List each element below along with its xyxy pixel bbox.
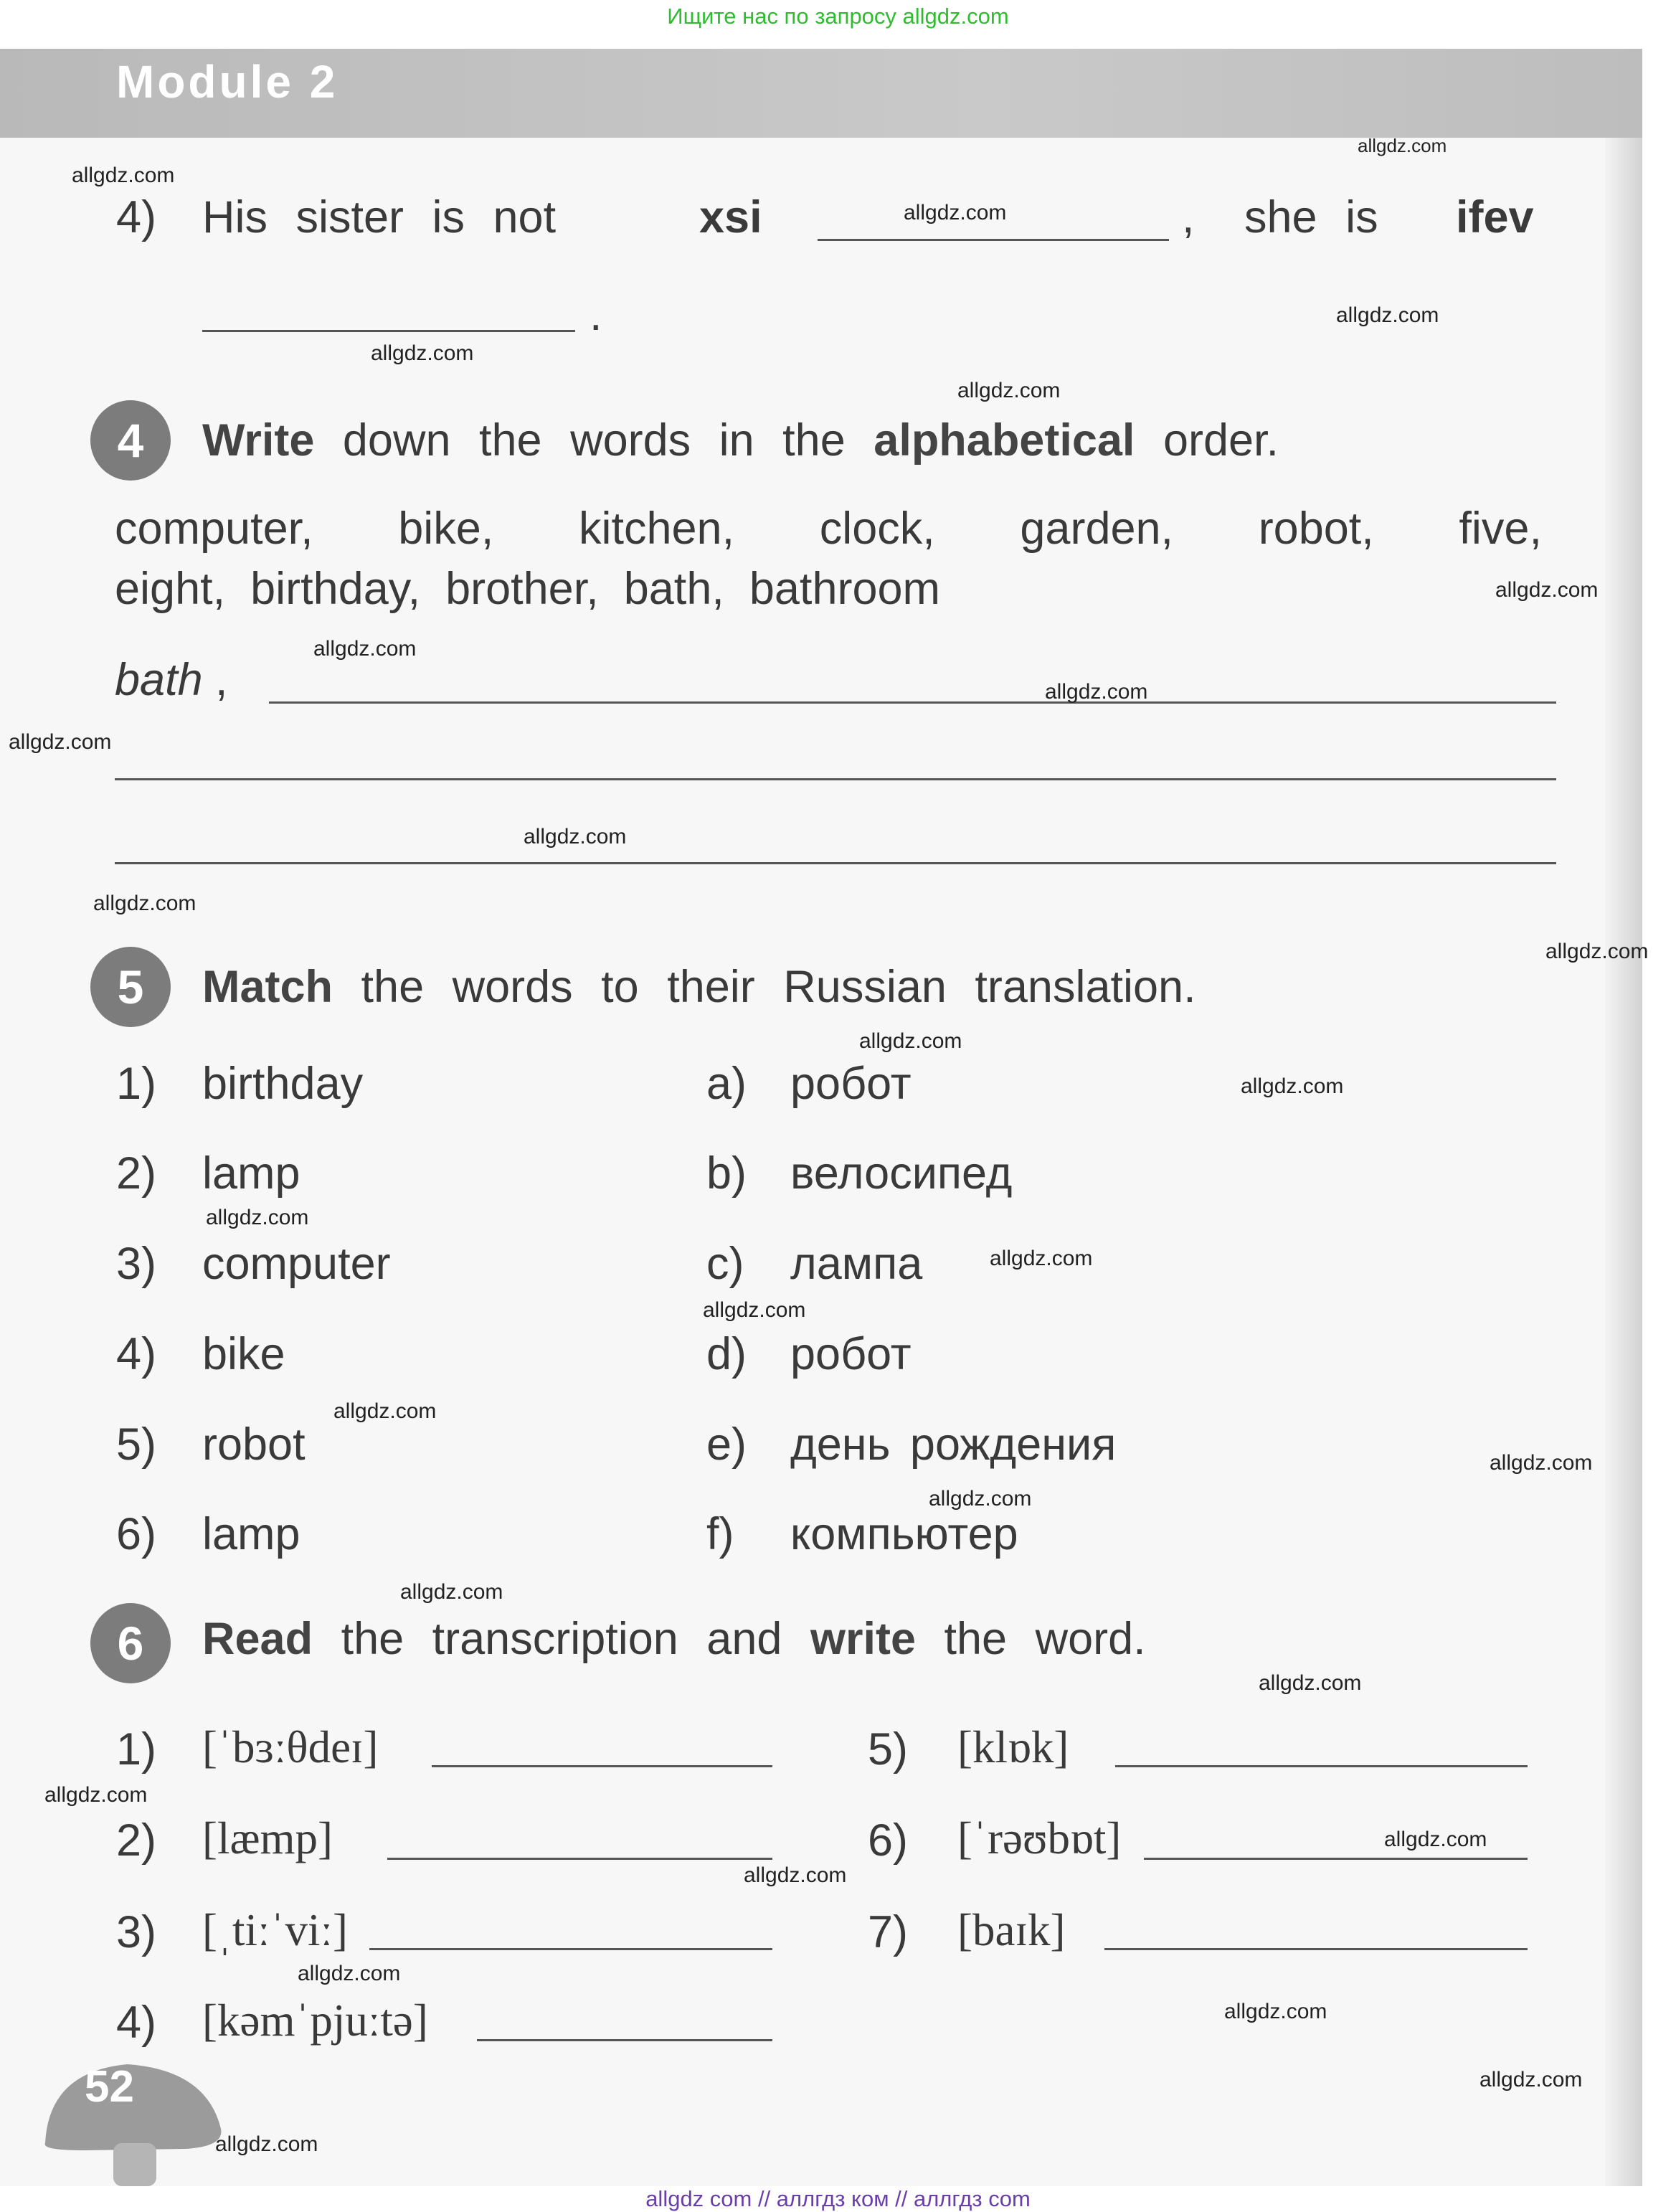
page-number: 52 — [85, 2062, 134, 2112]
watermark: allgdz.com — [1479, 2068, 1583, 2092]
ex4-answer-line-3[interactable] — [115, 862, 1556, 864]
watermark: allgdz.com — [744, 1863, 847, 1887]
page-number-mushroom-icon — [42, 2057, 235, 2186]
ex5-left-num: 2) — [116, 1148, 157, 1199]
watermark: allgdz.com — [1384, 1828, 1487, 1851]
ex5-right-word: робот — [790, 1329, 912, 1379]
heading-word-write: Write — [202, 415, 315, 465]
heading-mid: down the words in the — [342, 415, 846, 465]
ex6-answer-line[interactable] — [432, 1765, 772, 1767]
ex5-left-num: 4) — [116, 1329, 157, 1379]
watermark: allgdz.com — [333, 1399, 437, 1423]
ex6-right-num: 6) — [868, 1815, 909, 1866]
heading-rest: the words to their Russian translation. — [361, 962, 1196, 1012]
ex5-left-num: 3) — [116, 1239, 157, 1289]
heading-end: the word. — [944, 1614, 1146, 1664]
ex4-start-word: bath — [115, 655, 203, 705]
heading-end: order. — [1163, 415, 1279, 465]
ex5-right-word: лампа — [790, 1239, 923, 1289]
ex5-left-num: 5) — [116, 1419, 157, 1470]
ex5-left-word: birthday — [202, 1059, 364, 1109]
watermark: allgdz.com — [44, 1783, 148, 1807]
watermark: allgdz.com — [957, 379, 1061, 402]
ex5-left-word: bike — [202, 1329, 285, 1379]
watermark: allgdz.com — [1224, 2000, 1327, 2023]
exercise-5-heading — [202, 962, 1196, 1012]
ex6-left-num: 4) — [116, 1998, 157, 2048]
watermark: allgdz.com — [1495, 578, 1599, 602]
ex6-answer-line[interactable] — [477, 2039, 772, 2041]
ex5-right-word: велосипед — [790, 1148, 1013, 1199]
exercise-4-number: 4 — [90, 400, 171, 481]
watermark: allgdz.com — [524, 825, 627, 849]
heading-word-write: write — [810, 1614, 916, 1664]
watermark: allgdz.com — [298, 1962, 401, 1985]
ex3-scrambled-word-1: xsi — [699, 192, 762, 242]
ex5-left-word: robot — [202, 1419, 306, 1470]
ex6-right-num: 5) — [868, 1724, 909, 1774]
ex6-transcription: [ˈrəʊbɒt] — [957, 1813, 1122, 1863]
ex6-transcription: [ˌtiːˈviː] — [202, 1905, 348, 1955]
watermark: allgdz.com — [703, 1298, 806, 1322]
page-edge-shadow — [1605, 49, 1642, 2186]
ex5-right-word: робот — [790, 1059, 912, 1109]
module-title: Module 2 — [116, 56, 338, 108]
word: clock, — [819, 504, 935, 554]
ex5-left-word: lamp — [202, 1148, 300, 1199]
ex3-item4-text: His sister is not — [202, 192, 557, 242]
ex6-transcription: [ˈbɜːθdeɪ] — [202, 1722, 379, 1772]
watermark: allgdz.com — [1490, 1451, 1593, 1475]
ex6-left-num: 3) — [116, 1907, 157, 1957]
heading-word-read: Read — [202, 1614, 313, 1664]
ex5-right-word: компьютер — [790, 1509, 1018, 1559]
exercise-6-number: 6 — [90, 1603, 171, 1683]
ex6-answer-line[interactable] — [1144, 1858, 1528, 1860]
ex5-left-word: lamp — [202, 1509, 300, 1559]
ex6-transcription: [kəmˈpjuːtə] — [202, 1995, 428, 2046]
ex5-right-num: a) — [706, 1059, 747, 1109]
ex5-right-word: день рождения — [790, 1419, 1117, 1470]
watermark: allgdz.com — [313, 637, 417, 661]
watermark: allgdz.com — [1241, 1074, 1344, 1098]
ex5-right-num: f) — [706, 1509, 734, 1559]
ex4-answer-line-2[interactable] — [115, 778, 1556, 780]
watermark: allgdz.com — [371, 341, 474, 365]
ex4-word-list-line-1 — [115, 506, 1542, 552]
ex6-answer-line[interactable] — [1104, 1948, 1528, 1950]
ex6-answer-line[interactable] — [387, 1858, 772, 1860]
ex6-transcription: [klɒk] — [957, 1722, 1069, 1772]
heading-mid: the transcription and — [341, 1614, 782, 1664]
watermark: allgdz.com — [1545, 940, 1649, 963]
ex5-left-num: 1) — [116, 1059, 157, 1109]
watermark: allgdz.com — [93, 892, 197, 915]
ex5-left-word: computer — [202, 1239, 391, 1289]
exercise-6-heading — [202, 1614, 1146, 1664]
word: robot, — [1258, 504, 1374, 554]
ex3-answer-line-1[interactable] — [818, 239, 1169, 241]
watermark: allgdz.com — [1358, 135, 1447, 156]
ex4-start-comma: , — [215, 655, 228, 705]
ex6-left-num: 2) — [116, 1815, 157, 1866]
ex3-item4-text-2: she is — [1244, 192, 1378, 242]
top-banner[interactable]: Ищите нас по запросу allgdz.com — [667, 4, 1009, 29]
watermark: allgdz.com — [1336, 303, 1439, 327]
ex3-item4-number: 4) — [116, 192, 157, 242]
ex5-right-num: d) — [706, 1329, 747, 1379]
watermark: allgdz.com — [206, 1206, 309, 1229]
watermark: allgdz.com — [215, 2132, 318, 2156]
ex3-scrambled-word-2: ifev — [1456, 192, 1534, 242]
watermark: allgdz.com — [400, 1580, 503, 1604]
exercise-5-number: 5 — [90, 947, 171, 1027]
ex5-right-num: e) — [706, 1419, 747, 1470]
ex3-answer-line-2[interactable] — [202, 330, 575, 332]
word: garden, — [1020, 504, 1174, 554]
ex5-right-num: b) — [706, 1148, 747, 1199]
ex5-left-num: 6) — [116, 1509, 157, 1559]
watermark: allgdz.com — [1259, 1671, 1362, 1695]
watermark: allgdz.com — [9, 730, 112, 754]
watermark: allgdz.com — [929, 1487, 1032, 1511]
watermark: allgdz.com — [904, 201, 1007, 224]
ex4-answer-line-1[interactable] — [269, 701, 1556, 704]
bottom-banner[interactable]: allgdz com // аллгдз ком // аллгдз com — [645, 2186, 1031, 2211]
watermark: allgdz.com — [990, 1247, 1093, 1270]
ex5-right-num: c) — [706, 1239, 744, 1289]
watermark: allgdz.com — [859, 1029, 962, 1053]
ex6-answer-line[interactable] — [1115, 1765, 1528, 1767]
ex6-answer-line[interactable] — [369, 1948, 772, 1950]
word: computer, — [115, 504, 313, 554]
ex3-comma: , — [1182, 192, 1195, 242]
ex6-transcription: [læmp] — [202, 1813, 333, 1863]
ex3-period: . — [590, 290, 602, 340]
ex6-right-num: 7) — [868, 1907, 909, 1957]
ex4-word-list-line-2: eight, birthday, brother, bath, bathroom — [115, 564, 941, 614]
word: kitchen, — [578, 504, 735, 554]
ex6-left-num: 1) — [116, 1724, 157, 1774]
exercise-4-heading — [202, 415, 1279, 465]
watermark: allgdz.com — [1045, 680, 1148, 704]
heading-word-match: Match — [202, 962, 333, 1012]
heading-word-alphabetical: alphabetical — [873, 415, 1135, 465]
word: bike, — [398, 504, 494, 554]
watermark: allgdz.com — [72, 164, 175, 187]
ex6-transcription: [baɪk] — [957, 1905, 1066, 1955]
word: five, — [1459, 504, 1542, 554]
